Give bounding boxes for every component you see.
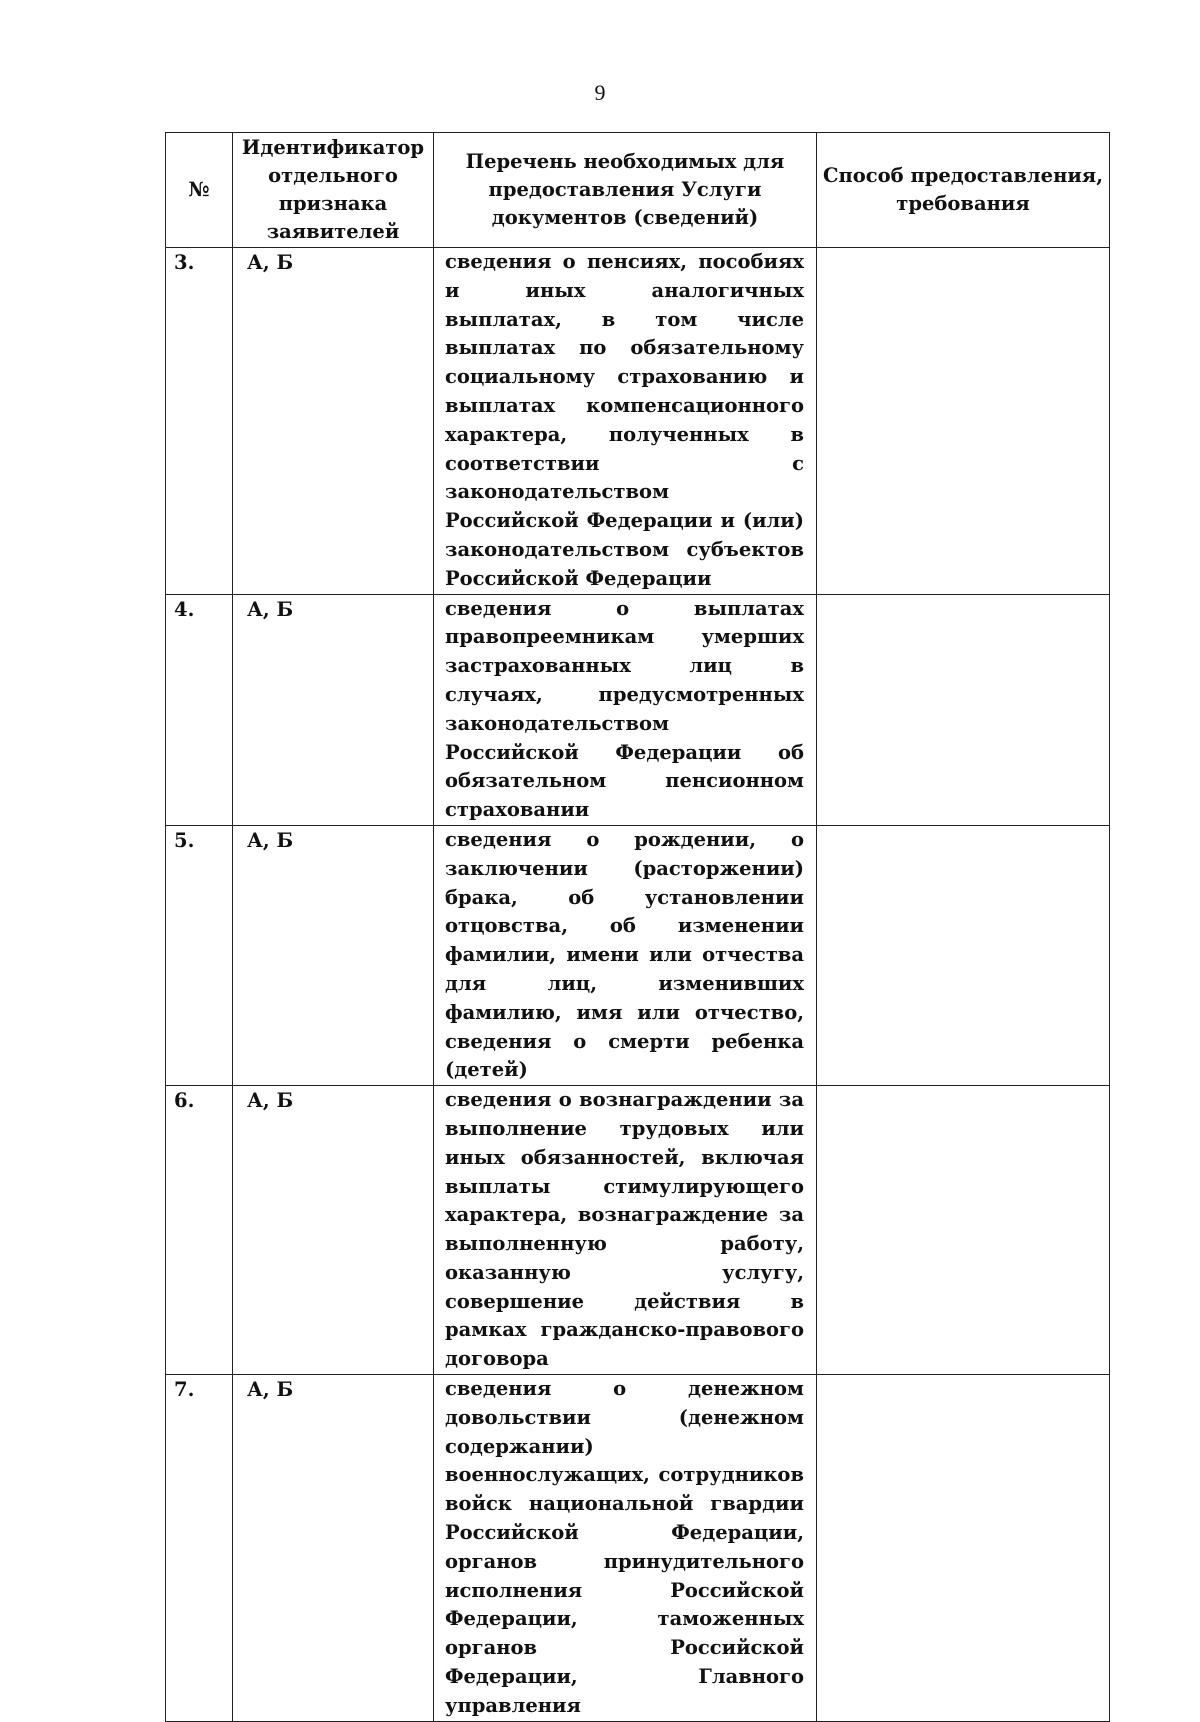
header-number: № — [166, 133, 233, 248]
row-identifier: А, Б — [233, 248, 434, 595]
row-method — [817, 1086, 1110, 1375]
row-method — [817, 1375, 1110, 1722]
table-header — [166, 133, 1110, 248]
row-method — [817, 594, 1110, 825]
row-identifier: А, Б — [233, 594, 434, 825]
row-number: 7. — [166, 1375, 233, 1722]
header-method: Способ предоставления, требования — [817, 133, 1110, 248]
row-number: 6. — [166, 1086, 233, 1375]
row-identifier: А, Б — [233, 1375, 434, 1722]
row-method — [817, 825, 1110, 1085]
documents-table — [165, 132, 1110, 1722]
page-number: 9 — [594, 80, 606, 105]
header-documents: Перечень необходимых для предоставления Услуги документов (сведений) — [434, 133, 817, 248]
table-row — [166, 1375, 1110, 1722]
table-row — [166, 825, 1110, 1085]
table-row — [166, 1086, 1110, 1375]
row-identifier: А, Б — [233, 1086, 434, 1375]
row-number: 4. — [166, 594, 233, 825]
table-row — [166, 594, 1110, 825]
row-method — [817, 248, 1110, 595]
row-documents: сведения о вознаграждении за выполнение трудовых или иных обязанностей, включая выплаты стимулирующего характера, вознаграждение за выполненную работу, оказанную услугу, совершение действия в рамках гражданско-правового договора — [434, 1086, 817, 1375]
table-row — [166, 248, 1110, 595]
header-identifier: Идентификатор отдельного признака заявителей — [233, 133, 434, 248]
row-identifier: А, Б — [233, 825, 434, 1085]
row-documents: сведения о рождении, о заключении (расторжении) брака, об установлении отцовства, об изменении фамилии, имени или отчества для лиц, изменивших фамилию, имя или отчество, сведения о смерти ребенка (детей) — [434, 825, 817, 1085]
row-documents: сведения о выплатах правопреемникам умерших застрахованных лиц в случаях, предусмотренных законодательством Российской Федерации об обязательном пенсионном страховании — [434, 594, 817, 825]
row-documents: сведения о пенсиях, пособиях и иных аналогичных выплатах, в том числе выплатах по обязательному социальному страхованию и выплатах компенсационного характера, полученных в соответствии с законодательством Российской Федерации и (или) законодательством субъектов Российской Федерации — [434, 248, 817, 595]
row-documents: сведения о денежном довольствии (денежном содержании) военнослужащих, сотрудников войск национальной гвардии Российской Федерации, органов принудительного исполнения Российской Федерации, таможенных органов Российской Федерации, Главного управления — [434, 1375, 817, 1722]
row-number: 5. — [166, 825, 233, 1085]
row-number: 3. — [166, 248, 233, 595]
